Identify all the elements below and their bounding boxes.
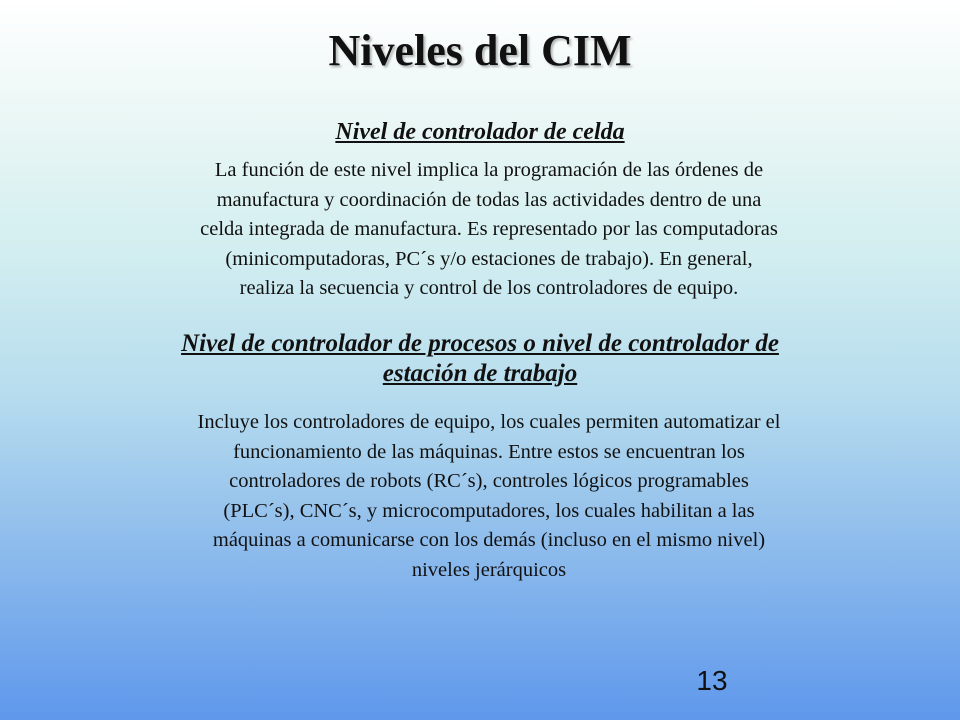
heading-line: Nivel de controlador de procesos o nivel de controlador de xyxy=(181,330,779,357)
body-line: (minicomputadoras, PC´s y/o estaciones de trabajo). En general, xyxy=(225,247,753,270)
section-heading-cell-controller: Nivel de controlador de celda xyxy=(335,119,625,145)
body-line: manufactura y coordinación de todas las actividades dentro de una xyxy=(216,188,762,211)
body-line: funcionamiento de las máquinas. Entre estos se encuentran los xyxy=(233,440,745,463)
body-line: máquinas a comunicarse con los demás (incluso en el mismo nivel) xyxy=(212,529,766,552)
slide-title: Niveles del CIM xyxy=(328,26,632,75)
body-line: realiza la secuencia y control de los controladores de equipo. xyxy=(239,277,739,300)
body-line: controladores de robots (RC´s), controles lógicos programables xyxy=(229,470,749,493)
body-line: niveles jerárquicos xyxy=(411,558,567,581)
section-heading-process-controller xyxy=(60,329,900,389)
body-line: La función de este nivel implica la programación de las órdenes de xyxy=(214,159,764,181)
page-number: 13 xyxy=(696,665,728,696)
heading-line: estación de trabajo xyxy=(382,360,578,387)
body-line: celda integrada de manufactura. Es representado por las computadoras xyxy=(200,218,778,241)
body-line: Incluye los controladores de equipo, los cuales permiten automatizar el xyxy=(197,411,781,433)
section-body-process-controller xyxy=(96,408,882,586)
section-body-cell-controller xyxy=(96,156,882,304)
body-line: (PLC´s), CNC´s, y microcomputadores, los cuales habilitan a las xyxy=(223,499,755,522)
